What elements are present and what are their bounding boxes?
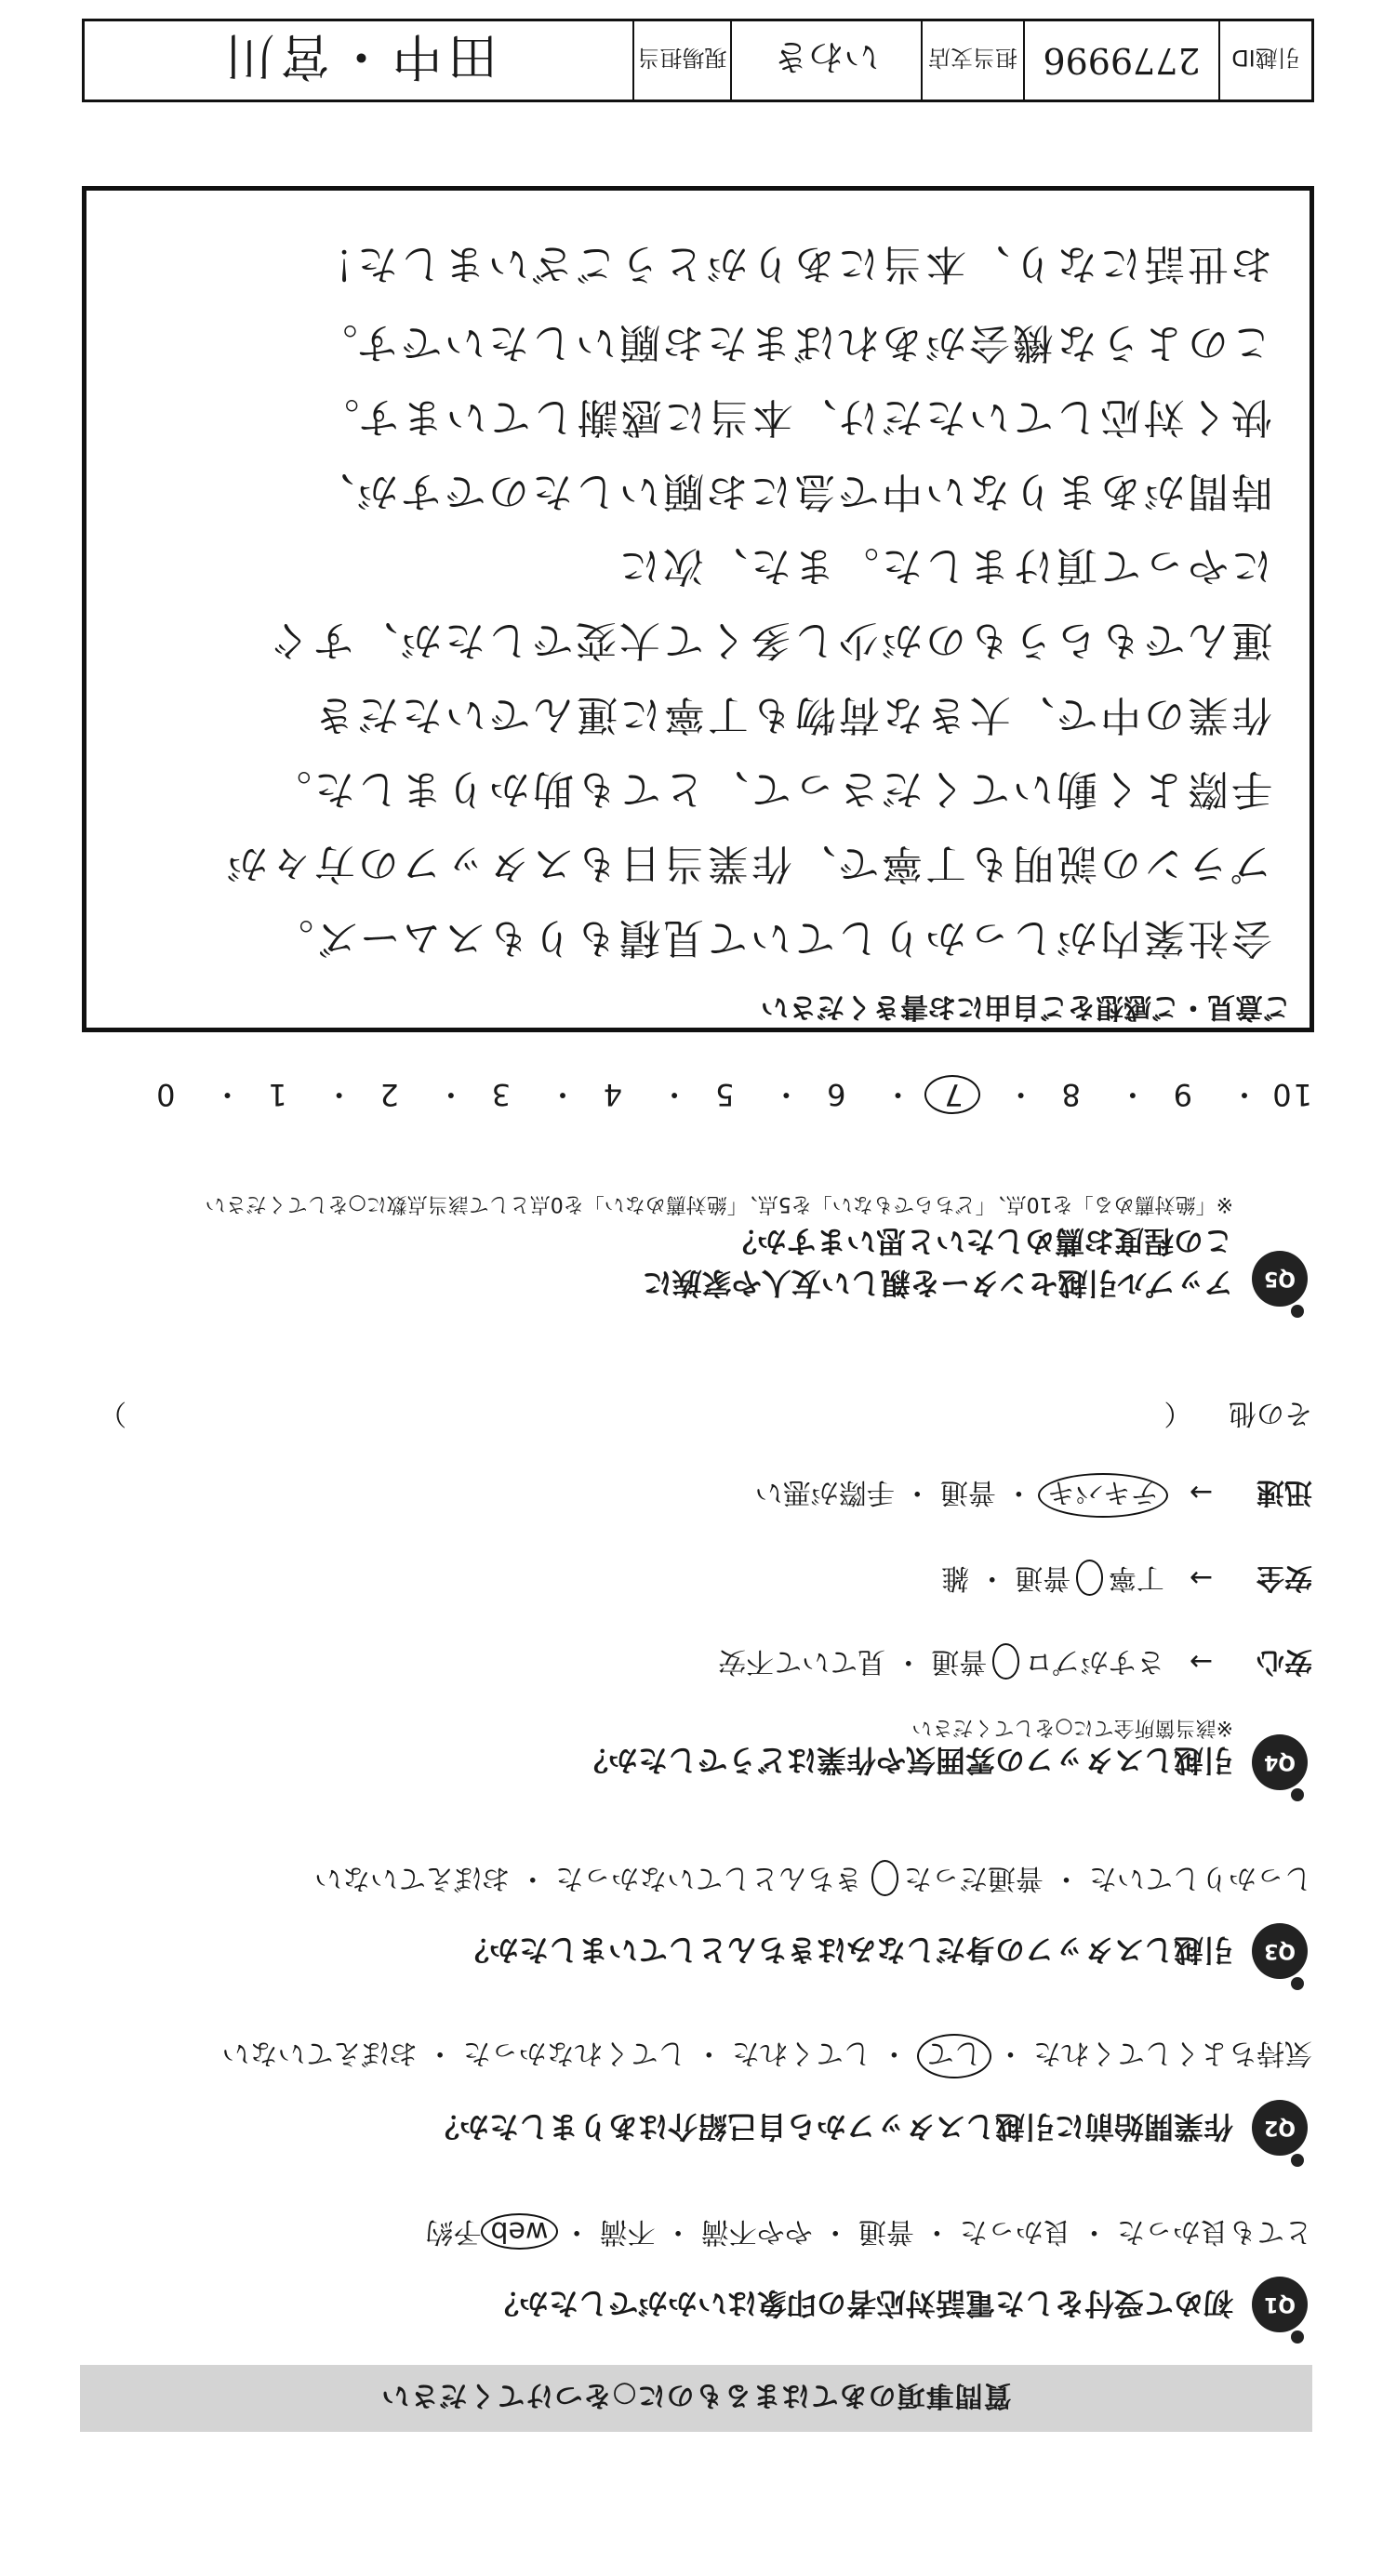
q4-option[interactable]: 丁寧 xyxy=(1108,1561,1164,1594)
q5-title-line1: アップル引越センターを親しい友人や家族に xyxy=(642,1266,1233,1301)
q4-option[interactable]: 見ていて不安 xyxy=(718,1645,886,1678)
q2-option[interactable]: おぼえていない xyxy=(221,2037,418,2069)
scale-value[interactable]: 4 xyxy=(601,1077,623,1112)
q4-row-label: 迅速 xyxy=(1256,1476,1312,1508)
site-leader-label: 現場担当 xyxy=(632,21,730,100)
q4-other-close: ） xyxy=(99,1397,126,1429)
q3-option[interactable]: 普通だった xyxy=(903,1862,1044,1894)
q4-option-selected[interactable]: テキパキ xyxy=(1038,1473,1168,1518)
scale-value[interactable]: 5 xyxy=(712,1077,735,1112)
q1-option[interactable]: 普通 xyxy=(858,2215,914,2248)
scale-value[interactable]: 9 xyxy=(1171,1077,1193,1112)
move-id-label: 引越ID xyxy=(1218,21,1311,100)
scale-value[interactable]: 2 xyxy=(378,1077,399,1112)
q4-row-label: 安全 xyxy=(1256,1561,1312,1594)
comment-line: このような機会があればまたお願いしたいです。 xyxy=(313,319,1272,366)
branch-value[interactable]: いわき xyxy=(730,21,921,100)
q4-option[interactable]: 手際が悪い xyxy=(754,1476,895,1508)
q4-option[interactable]: 普通 xyxy=(939,1476,996,1508)
scale-value[interactable]: 10 xyxy=(1270,1077,1312,1112)
q1-option[interactable]: とても良かった xyxy=(1117,2215,1312,2248)
q4-row-anzen: 安全 → 丁寧 普通 ・ 雑 xyxy=(941,1560,1312,1601)
q1-options: とても良かった ・ 良かった ・ 普通 ・ やや不満 ・ 不満 ・ web予約 xyxy=(425,2215,1312,2248)
q3-option[interactable]: きちんとしていなかった xyxy=(555,1862,863,1894)
q4-option[interactable]: さすがプロ xyxy=(1024,1645,1164,1678)
comment-box[interactable] xyxy=(82,186,1314,1032)
q4-row-label: 安心 xyxy=(1256,1645,1312,1678)
q1-web-suffix: 予約 xyxy=(425,2215,482,2248)
q4-option[interactable]: 普通 xyxy=(1015,1561,1071,1594)
comment-heading: ご意見・ご感想をご自由にお書きください xyxy=(761,990,1291,1023)
q1-title: 初めて受付をした電話対応者の印象はいかがでしたか？ xyxy=(488,2286,1233,2321)
q4-other-open: （ xyxy=(1163,1397,1192,1429)
q2-badge: Q2 xyxy=(1252,2100,1308,2156)
scale-value[interactable]: 6 xyxy=(825,1077,846,1112)
scale-value[interactable]: 8 xyxy=(1059,1077,1081,1112)
q2-options: 気持ちよくしてくれた ・ して ・ してくれた ・ してくれなかった ・ おぼえていない xyxy=(222,2034,1312,2078)
comment-line: 快く対応していただけ、本当に感謝しています。 xyxy=(315,393,1272,441)
move-id-value[interactable]: 2779996 xyxy=(1023,21,1218,100)
instruction-banner: 質問事項のあてはまるものに○をつけてください xyxy=(80,2365,1312,2432)
comment-line: 時間があまりない中で急にお願いしたのですが、 xyxy=(311,468,1272,515)
q5-scale: 10・ 9・ 8・ 7・ 6・ 5・ 4・ 3・ 2・ 1・ 0 xyxy=(146,1075,1312,1118)
staff-info-table xyxy=(82,19,1314,102)
q2-title: 作業開始前に引越しスタッフから自己紹介はありましたか？ xyxy=(429,2109,1233,2144)
q4-note: ※該当箇所全てに○をしてください xyxy=(911,1716,1233,1739)
q4-option[interactable]: 雑 xyxy=(941,1561,970,1594)
q3-circle-mark[interactable] xyxy=(871,1860,899,1896)
comment-line: プランの説明も丁寧で、作業当日もスタッフの方々が xyxy=(223,840,1272,887)
q4-title: 引越しスタッフの雰囲気や作業はどうでしたか？ xyxy=(578,1743,1233,1778)
q3-options: しっかりしていた ・ 普通だった きちんとしていなかった ・ おぼえていない xyxy=(314,1862,1312,1894)
q3-badge: Q3 xyxy=(1252,1923,1308,1979)
scale-value[interactable]: 3 xyxy=(489,1077,511,1112)
q3-option[interactable]: おぼえていない xyxy=(314,1862,511,1894)
q4-row-anshin: 安心 → さすがプロ 普通 ・ 見ていて不安 xyxy=(718,1643,1312,1685)
q1-option[interactable]: 良かった xyxy=(959,2215,1071,2248)
q5-title-line2: この程度お薦めしたいと思いますか？ xyxy=(726,1224,1233,1259)
q5-note: ※「絶対薦める」を10点、「どちらでもない」を5点、「絶対薦めない」を0点として該当点数に○をしてください xyxy=(205,1192,1233,1215)
comment-line: にやって頂けました。また、次に xyxy=(617,542,1272,590)
q1-badge: Q1 xyxy=(1252,2277,1308,2332)
q5-badge: Q5 xyxy=(1252,1251,1308,1307)
q4-other-label: その他 xyxy=(1229,1397,1312,1429)
q4-other xyxy=(80,1396,1312,1437)
q4-option[interactable]: 普通 xyxy=(931,1645,988,1678)
comment-line: 会社案内がしっかりしていて見積もりもスムーズ。 xyxy=(270,914,1272,962)
q4-badge: Q4 xyxy=(1252,1734,1308,1790)
site-leader-value[interactable]: 田中・宮川 xyxy=(219,27,499,86)
q4-circle-mark[interactable] xyxy=(992,1643,1020,1680)
q2-option[interactable]: してくれた xyxy=(731,2037,871,2069)
q4-row-jinsoku: 迅速 → テキパキ ・ 普通 ・ 手際が悪い xyxy=(755,1473,1312,1518)
q2-option[interactable]: してくれなかった xyxy=(462,2037,686,2069)
q1-option-selected[interactable]: web xyxy=(481,2213,557,2250)
q4-circle-mark[interactable] xyxy=(1076,1560,1104,1596)
q3-option[interactable]: しっかりしていた xyxy=(1089,1862,1312,1894)
q1-option[interactable]: 不満 xyxy=(599,2215,656,2248)
q3-title: 引越しスタッフの身だしなみはきちんとしていましたか？ xyxy=(459,1932,1233,1968)
branch-label: 担当支店 xyxy=(921,21,1023,100)
q2-option[interactable]: 気持ちよくしてくれた xyxy=(1033,2037,1312,2069)
q2-option-selected[interactable]: して xyxy=(917,2034,991,2078)
q1-option[interactable]: やや不満 xyxy=(700,2215,813,2248)
scale-value[interactable]: 0 xyxy=(154,1077,176,1112)
comment-line: 運んでもらうものが少し多くて大変でしたが、すぐ xyxy=(267,617,1272,664)
scale-value-selected[interactable]: 7 xyxy=(924,1075,980,1114)
comment-line: 手際よく動いてくださって、とても助かりました。 xyxy=(267,765,1272,813)
comment-line: 作業の中で、大きな荷物も丁寧に運んでいただき xyxy=(311,691,1272,738)
scale-value[interactable]: 1 xyxy=(266,1077,287,1112)
comment-line: お世話になり、本当にありがとうございました！ xyxy=(311,240,1272,287)
